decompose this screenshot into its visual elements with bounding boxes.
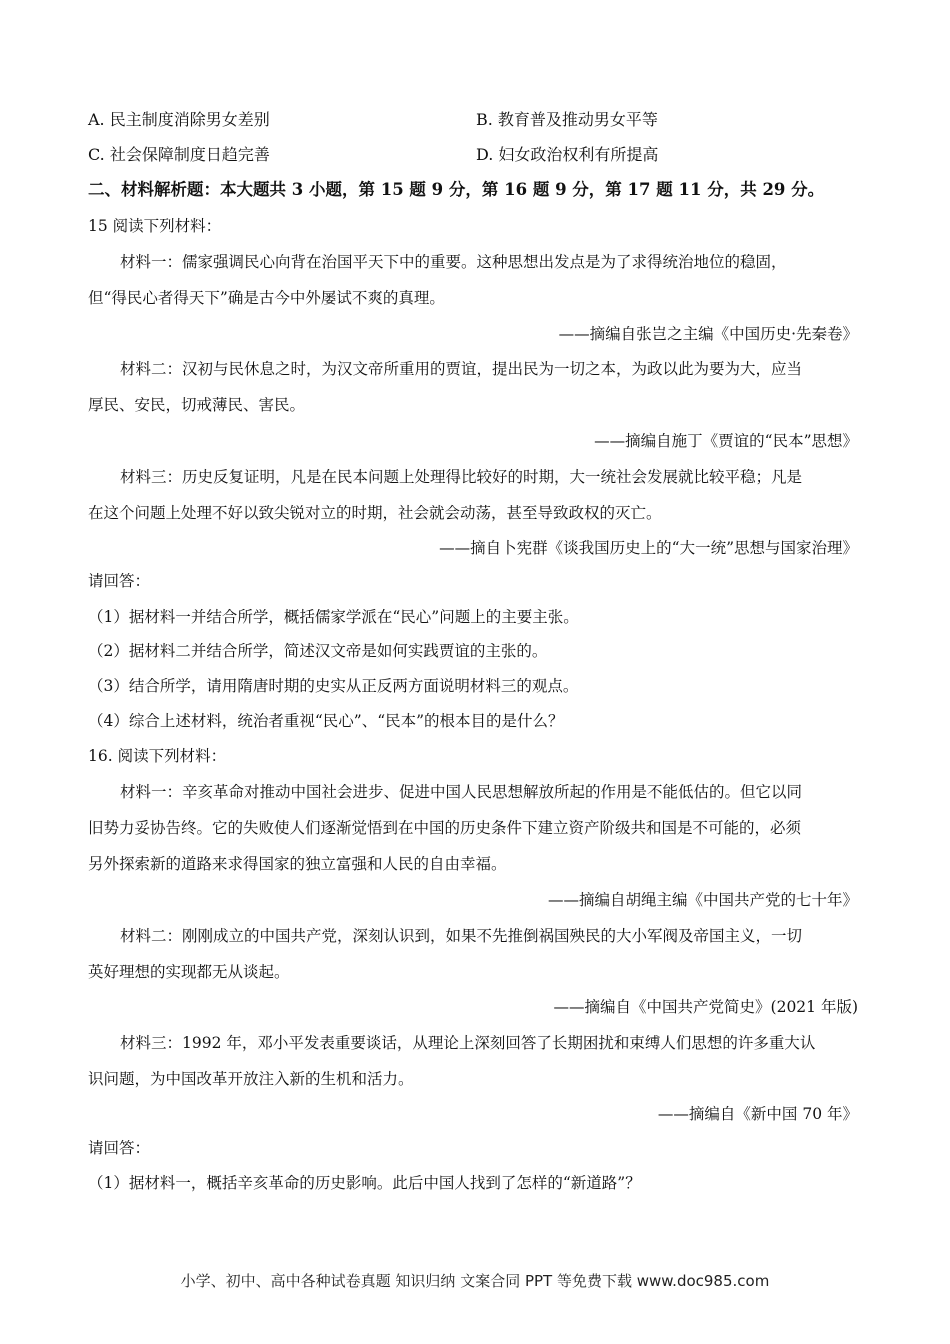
q15-material2-line1: 材料二：汉初与民休息之时，为汉文帝所重用的贾谊，提出民为一切之本，为政以此为要为大，应当 xyxy=(120,360,803,378)
q15-material2-line2: 厚民、安民，切戒薄民、害民。 xyxy=(88,396,306,414)
option-a: A. 民主制度消除男女差别 xyxy=(88,110,270,129)
q15-sub3: （3）结合所学，请用隋唐时期的史实从正反两方面说明材料三的观点。 xyxy=(88,677,579,695)
q15-material3-line1: 材料三：历史反复证明，凡是在民本问题上处理得比较好的时期，大一统社会发展就比较平稳；凡是 xyxy=(120,468,803,486)
q15-material3-line2: 在这个问题上处理不好以致尖锐对立的时期，社会就会动荡，甚至导致政权的灭亡。 xyxy=(88,504,662,522)
q15-ask: 请回答： xyxy=(88,572,151,590)
q16-material1-source: ——摘编自胡绳主编《中国共产党的七十年》 xyxy=(547,891,858,909)
q15-material1-line1: 材料一：儒家强调民心向背在治国平天下中的重要。这种思想出发点是为了求得统治地位的稳固， xyxy=(120,253,787,271)
option-c: C. 社会保障制度日趋完善 xyxy=(88,145,270,164)
q15-sub2: （2）据材料二并结合所学，简述汉文帝是如何实践贾谊的主张的。 xyxy=(88,642,548,660)
q15-sub4: （4）综合上述材料，统治者重视“民心”、“民本”的根本目的是什么？ xyxy=(88,712,564,730)
q16-material3-line1: 材料三：1992 年，邓小平发表重要谈话，从理论上深刻回答了长期困扰和束缚人们思想的许多重大认 xyxy=(120,1034,816,1052)
q16-material2-source: ——摘编自《中国共产党简史》(2021 年版) xyxy=(553,998,858,1016)
q16-material3-source: ——摘编自《新中国 70 年》 xyxy=(657,1105,858,1123)
q16-material3-line2: 识问题，为中国改革开放注入新的生机和活力。 xyxy=(88,1070,414,1088)
q16-material1-line3: 另外探索新的道路来求得国家的独立富强和人民的自由幸福。 xyxy=(88,855,507,873)
q16-material2-line1: 材料二：刚刚成立的中国共产党，深刻认识到，如果不先推倒祸国殃民的大小军阀及帝国主义，一切 xyxy=(120,927,803,945)
q15-material1-source: ——摘编自张岂之主编《中国历史·先秦卷》 xyxy=(558,325,858,343)
q15-material2-source: ——摘编自施丁《贾谊的“民本”思想》 xyxy=(594,432,858,450)
q15-sub1: （1）据材料一并结合所学，概括儒家学派在“民心”问题上的主要主张。 xyxy=(88,608,579,626)
footer-download-banner[interactable]: 小学、初中、高中各种试卷真题 知识归纳 文案合同 PPT 等免费下载 www.doc985.com xyxy=(180,1272,770,1290)
option-b: B. 教育普及推动男女平等 xyxy=(476,110,658,129)
q15-intro: 15 阅读下列材料： xyxy=(88,217,222,235)
q16-material1-line1: 材料一：辛亥革命对推动中国社会进步、促进中国人民思想解放所起的作用是不能低估的。但它以同 xyxy=(120,783,803,801)
q15-material1-line2: 但“得民心者得天下”确是古今中外屡试不爽的真理。 xyxy=(88,289,445,307)
q16-material1-line2: 旧势力妥协告终。它的失败使人们逐渐觉悟到在中国的历史条件下建立资产阶级共和国是不可能的，必须 xyxy=(88,819,802,837)
option-d: D. 妇女政治权利有所提高 xyxy=(476,145,659,164)
q15-material3-source: ——摘自卜宪群《谈我国历史上的“大一统”思想与国家治理》 xyxy=(439,539,858,557)
q16-ask: 请回答： xyxy=(88,1139,151,1157)
q16-sub1: （1）据材料一，概括辛亥革命的历史影响。此后中国人找到了怎样的“新道路”？ xyxy=(88,1174,641,1192)
q16-intro: 16. 阅读下列材料： xyxy=(88,747,227,765)
q16-material2-line2: 英好理想的实现都无从谈起。 xyxy=(88,963,290,981)
section-title: 二、材料解析题：本大题共 3 小题，第 15 题 9 分，第 16 题 9 分，第 17 题 11 分，共 29 分。 xyxy=(88,180,825,199)
